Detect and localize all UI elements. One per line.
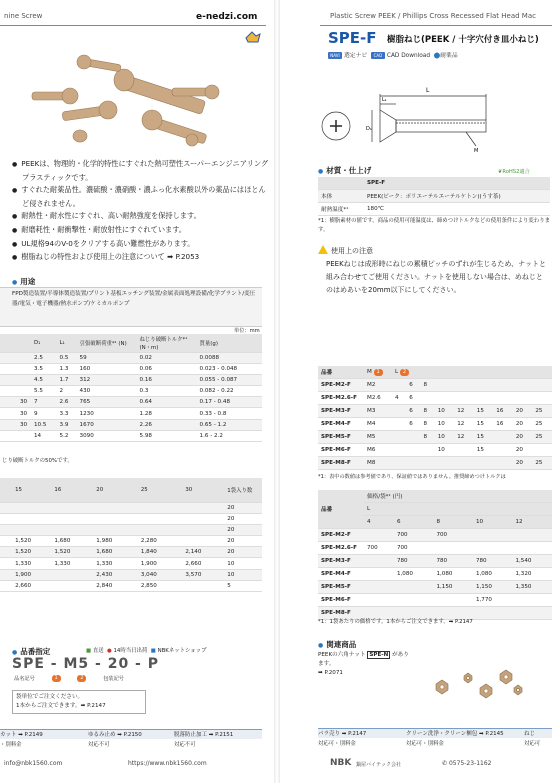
col-d1: D₁ [32, 334, 58, 352]
feature-list [12, 158, 270, 265]
col-tensile: 引張破断荷重*¹ (N) [78, 334, 138, 352]
title-links: NAVI 選定ナビ CAD CAD Download ⬤耐薬品 [328, 50, 458, 59]
table-row: 20 [0, 513, 262, 524]
order-heading: ● 品番指定 [12, 646, 50, 657]
order-badges: ■ 直送 ● 14時当日出荷 ■ NBKネットショップ [86, 648, 207, 654]
nut-photo [420, 664, 532, 704]
warning-icon [318, 245, 328, 254]
table-row: 3.5 1.3 160 0.06 0.023 - 0.048 [0, 363, 262, 374]
table-row: SPE-M8-F [318, 607, 552, 620]
related-text: PEEKの六角ナット SPE-N があります。 ➡ P.2071 [318, 652, 409, 676]
price-table-left: 15 16 20 25 30 1袋入り数 20 20 20 1,520 1,680 1,980 2,280 20 1,520 1,520 1,680 1,840 2,140 20 1,330 1,330 1,330 1,900 2,660 10 1,900 2,430 3,040 3,570 10 2,660 2,840 2,850 5 [0, 478, 262, 592]
table-row: 1,900 2,430 3,040 3,570 10 [0, 569, 262, 580]
leaf-icon: ❦ [498, 169, 503, 175]
size-table: 品番 M 1 L 2 SPE-M2-F M2 6 8 SPE-M2.6-F M2.6 4 6 SPE-M3-F M3 6 8 10 12 15 16 20 25 SPE-M4-F M4 6 8 10 12 15 16 20 25 SPE-M5-F M5 8 10 12 15 20 25 SPE-M6-F M6 10 15 20 SPE-M8-F M8 20 25 [318, 366, 552, 470]
left-option-sub: ・別料金 対応不可 対応不可 [0, 742, 196, 748]
table-row: SPE-M2-F M2 6 8 [318, 379, 552, 392]
table-row: SPE-M6-F 1,770 [318, 594, 552, 607]
order-labels: 品名記号 1 2 包装記号 [14, 675, 124, 682]
netshop-link[interactable]: NBKネットショップ [157, 648, 207, 654]
table-row: SPE-M6-F M6 10 15 20 [318, 444, 552, 457]
table-row: SPE-M4-F M4 6 8 10 12 15 16 20 25 [318, 418, 552, 431]
price-table-note: *1：1袋あたりの価格です。1本からご注文できます。➡ P.2147 [318, 619, 473, 625]
phone-icon: ✆ [442, 760, 448, 767]
table-row: 1,330 1,330 1,330 1,900 2,660 10 [0, 558, 262, 569]
table-row: SPE-M3-F M3 6 8 10 12 15 16 20 25 [318, 405, 552, 418]
order-note-box: 袋単位でご注文ください。 1本からご注文できます。➡ P.2147 [12, 690, 146, 714]
price-table-right: 品番 価格/袋*¹ (円) L 4 6 8 10 12 SPE-M2-F 700 700 SPE-M2.6-F 700 700 SPE-M3-F 780 780 780 1,540 SPE-M4-F 1,080 1,080 1,080 1,320 SPE-M5-F 1,150 1,150 1,350 SPE-M6-F 1,770 SPE-M8-F [318, 490, 552, 620]
caution-heading: 使用上の注意 [331, 247, 373, 255]
table-row: 30 9 3.3 1230 1.28 0.33 - 0.8 [0, 408, 262, 419]
related-part-badge[interactable]: SPE-N [369, 652, 389, 658]
table-row: SPE-M4-F 1,080 1,080 1,080 1,320 [318, 568, 552, 581]
table-row: 2.5 0.5 59 0.02 0.0088 [0, 352, 262, 363]
dim-L1-label: L₁ [382, 97, 387, 103]
page-gutter [274, 0, 280, 783]
product-photo [22, 52, 246, 150]
table-row: SPE-M3-F 780 780 780 1,540 [318, 555, 552, 568]
material-heading: ● 材質・仕上げ [318, 165, 371, 176]
table-row: SPE-M2-F 700 700 [318, 529, 552, 542]
dim-M-label: M [474, 148, 479, 154]
related-link[interactable]: ➡ P.2071 [318, 670, 343, 676]
feature-item: ● PEEKは、物理的・化学的特性にすぐれた熱可塑性スーパーエンジニアリングプラスティックです。 [12, 158, 270, 184]
table-row: 20 [0, 524, 262, 535]
uses-text: FPD製造装置/半導体製造装置/プリント基板エッチング装置/金属表面処理設備/化学プラント/変圧器/電気・電子機器/熱水ポンプ/ケミカルポンプ [12, 291, 256, 307]
col-l1: L₁ [58, 334, 78, 352]
table-row: SPE-M2.6-F M2.6 4 6 [318, 392, 552, 405]
table-row: 20 [0, 502, 262, 513]
feature-item: ● すぐれた耐薬品性。濃硫酸・濃硝酸・濃ふっ化水素酸以外の薬品にはほとんど侵されません。 [12, 184, 270, 210]
dim-L-label: L [426, 87, 430, 94]
table-row: 1,520 1,520 1,680 1,840 2,140 20 [0, 547, 262, 558]
caution-text: PEEKねじは成形時にねじの累積ピッチのずれが生じるため、ナットと組み合わせてご使用ください。ナットを使用しない場合は、めねじとのはめあいを20mm以下にしてください。 [326, 260, 546, 294]
table-row: SPE-M5-F M5 8 10 12 15 20 25 [318, 431, 552, 444]
technical-drawing [316, 74, 552, 156]
left-footer-url[interactable]: https://www.nbk1560.com [128, 760, 207, 767]
page-title-name: 樹脂ねじ(PEEK / 十字穴付き皿小ねじ) [387, 35, 539, 45]
order-part-code: SPE - M5 - 20 - P [12, 656, 159, 672]
right-header-category: Plastic Screw PEEK / Phillips Cross Recessed Flat Head Mac [330, 12, 536, 20]
table-row: SPE-M2.6-F 700 700 [318, 542, 552, 555]
uses-heading: ● 用途 [12, 276, 35, 287]
feature-item: ● UL規格94のV-0をクリアする高い難燃性があります。 [12, 238, 270, 252]
material-note: *1：樹脂素材の値です。商品の使用可能温度は、締めつけトルクなどの使用条件により変わります。 [318, 218, 550, 233]
table-row: 2,660 2,840 2,850 5 [0, 580, 262, 591]
page-title-code: SPE-F [328, 29, 377, 47]
left-header-rule [0, 25, 266, 26]
table-row: SPE-M5-F 1,150 1,150 1,350 [318, 581, 552, 594]
left-option-bar: カット ➡ P.2149 ゆるみ止め ➡ P.2150 脱落防止加工 ➡ P.2151 [0, 729, 262, 739]
feature-item: ● 耐熱性・耐水性にすぐれ、高い耐熱強度を保持します。 [12, 210, 270, 224]
table-row: 4.5 1.7 312 0.16 0.055 - 0.087 [0, 374, 262, 385]
feature-item: ● 耐磨耗性・耐衝撃性・耐放射性にすぐれています。 [12, 224, 270, 238]
right-option-bar: パラ売り ➡ P.2147 クリーン洗浄・クリーン梱包 ➡ P.2145 ねじ [318, 728, 552, 738]
dim-D1-label: D₁ [366, 126, 372, 132]
related-heading: ● 関連商品 [318, 639, 356, 650]
material-table: SPE-F 本体 PEEK(ピーク：ポリエーテルエーテルケトン)(うす茶) 耐熱温度*¹ 180℃ [318, 177, 550, 216]
spec-table-note: じり破断トルクの50%です。 [2, 458, 73, 464]
right-footer-logo: NBK [330, 758, 352, 768]
table-row: 30 7 2.6 765 0.64 0.17 - 0.48 [0, 397, 262, 408]
left-header-category: nine Screw [4, 12, 43, 20]
hand-icon [244, 30, 262, 44]
unit-label: 単位：mm [234, 328, 260, 334]
feature-item[interactable]: ● 樹脂ねじの特性および使用上の注意について ➡ P.2053 [12, 251, 270, 265]
table-row: 30 10.5 3.9 1670 2.26 0.65 - 1.2 [0, 419, 262, 430]
right-option-sub: 対応可・別料金 対応可・別料金 対応可 [318, 741, 541, 747]
col-torque: ねじり破断トルク*¹ (N・m) [138, 334, 198, 352]
left-header-logo: e-nedzi.com [196, 12, 258, 22]
right-footer-company: 鍋屋バイテック会社 [356, 762, 402, 768]
col-mass: 質量(g) [198, 334, 262, 352]
left-footer-email[interactable]: info@nbk1560.com [4, 760, 63, 767]
table-row: 1,520 1,680 1,980 2,280 20 [0, 536, 262, 547]
size-table-note: *1：表中の数値は参考値であり、保証値ではありません。推奨締めつけトルクは [318, 474, 506, 480]
spec-table [0, 334, 262, 442]
table-row: 5.5 2 430 0.3 0.082 - 0.22 [0, 386, 262, 397]
table-row: 14 5.2 3090 5.98 1.6 - 2.2 [0, 430, 262, 441]
table-row: SPE-M8-F M8 20 25 [318, 457, 552, 470]
right-footer-phone: ✆ 0575-23-1162 [442, 760, 492, 767]
right-header-rule [320, 25, 552, 26]
rohs-badge: ❦RoHS2適合 [498, 169, 530, 175]
